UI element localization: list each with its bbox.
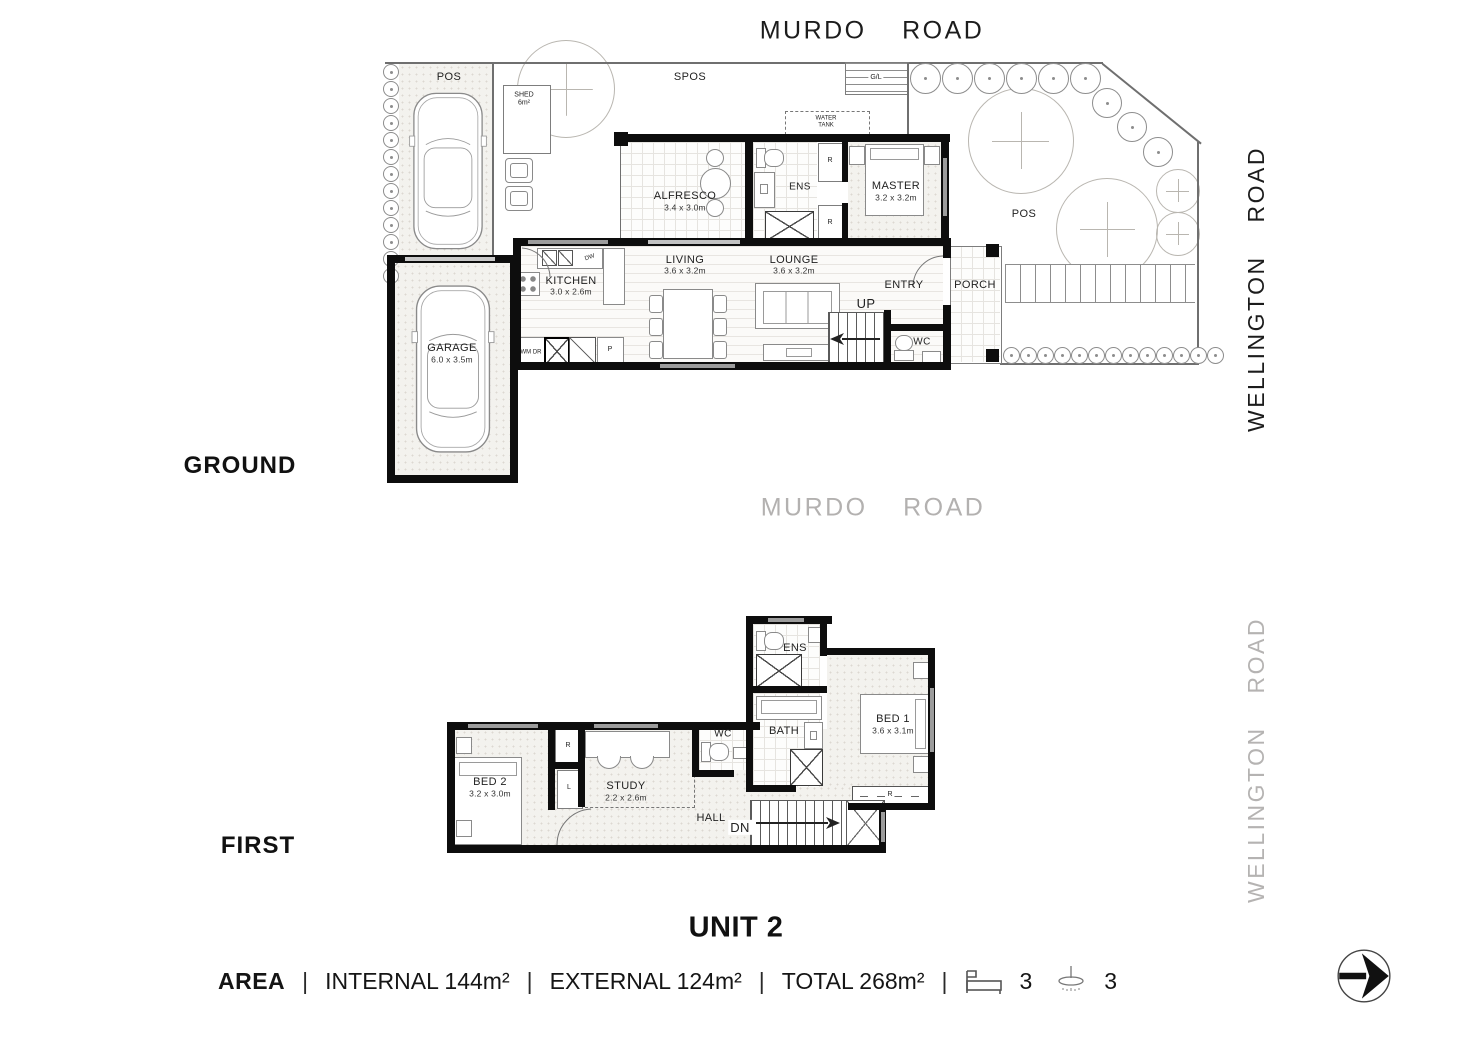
bath-wall-bottom bbox=[746, 785, 796, 792]
wc-ground-label: WC bbox=[913, 336, 931, 348]
separator-4: | bbox=[941, 967, 948, 994]
alfresco-chair-1 bbox=[706, 149, 724, 167]
kitchen-label: KITCHEN bbox=[545, 274, 597, 287]
bed2-closet-wall bbox=[548, 729, 555, 810]
tree-right-1 bbox=[1156, 169, 1200, 213]
ens-toilet-bowl bbox=[764, 149, 784, 167]
dining-table bbox=[663, 289, 713, 359]
internal-area: INTERNAL 144m² bbox=[325, 967, 510, 994]
porch-label: PORCH bbox=[954, 278, 996, 291]
pantry-label: P bbox=[607, 346, 613, 354]
band-wall-right-b bbox=[943, 305, 951, 370]
tree-right-2 bbox=[1156, 212, 1200, 256]
entry-label: ENTRY bbox=[884, 278, 924, 291]
pos-spos-divider bbox=[492, 63, 494, 255]
ens-first-shower bbox=[756, 654, 802, 688]
hall-label: HALL bbox=[696, 811, 726, 824]
wc-first-label: WC bbox=[714, 728, 732, 740]
gl-label: G/L bbox=[870, 74, 882, 82]
bed2-side-table-2 bbox=[456, 820, 472, 837]
kitchen-window bbox=[528, 240, 608, 244]
bbq-unit-1 bbox=[505, 158, 533, 183]
master-dims: 3.2 x 3.2m bbox=[875, 192, 917, 203]
broom-cupboard bbox=[569, 337, 596, 364]
ens-first-label: ENS bbox=[783, 641, 807, 654]
linen-label: L bbox=[567, 784, 571, 792]
bed-count: 3 bbox=[1019, 967, 1033, 994]
living-dims: 3.6 x 3.2m bbox=[664, 265, 706, 276]
robe-linen-wall bbox=[548, 762, 582, 769]
separator-1: | bbox=[302, 967, 309, 994]
paving-row bbox=[1005, 264, 1195, 303]
dining-chair-2 bbox=[649, 318, 663, 336]
tree-pos-big-1 bbox=[968, 88, 1074, 194]
bed2-side-table-1 bbox=[456, 737, 472, 754]
plant-row-bottom bbox=[1003, 347, 1224, 364]
lounge-label: LOUNGE bbox=[769, 253, 819, 266]
unit-title: UNIT 2 bbox=[688, 911, 784, 944]
pos-left-label: POS bbox=[436, 70, 462, 83]
dining-chair-4 bbox=[713, 295, 727, 313]
dining-chair-1 bbox=[649, 295, 663, 313]
car-pos bbox=[406, 90, 490, 252]
stairs-wc-wall bbox=[884, 310, 891, 370]
wc-wall-top bbox=[891, 324, 950, 331]
bath-vanity bbox=[804, 722, 823, 749]
first-wall-bottom bbox=[447, 845, 886, 853]
wellington-road-bottom-label: WELLINGTON ROAD bbox=[1243, 617, 1269, 903]
area-label: AREA bbox=[218, 967, 286, 994]
bbq-unit-2 bbox=[505, 186, 533, 211]
area-summary-row bbox=[218, 966, 1117, 996]
dn-label: DN bbox=[730, 819, 750, 835]
ground-floor-label: GROUND bbox=[183, 452, 297, 479]
dining-chair-3 bbox=[649, 341, 663, 359]
kitchen-sink-2 bbox=[558, 250, 573, 266]
spos-right-line bbox=[907, 63, 909, 135]
robe-first-label: R bbox=[565, 742, 571, 750]
bed2-label: BED 2 bbox=[473, 775, 507, 788]
porch-post-1 bbox=[986, 244, 999, 257]
master-side-table-1 bbox=[849, 146, 865, 165]
alfresco-dims: 3.4 x 3.0m bbox=[664, 202, 706, 213]
ens-vanity bbox=[754, 172, 775, 208]
bed1-wall-bottom bbox=[848, 803, 935, 810]
bed1-label: BED 1 bbox=[876, 712, 910, 725]
garage-door-arc bbox=[521, 247, 551, 278]
bed1-dims: 3.6 x 3.1m bbox=[872, 725, 914, 736]
ens-first-toilet-bowl bbox=[764, 632, 784, 650]
bath-shower bbox=[790, 749, 823, 786]
porch-outline bbox=[950, 246, 1002, 364]
living-sliding-door bbox=[648, 240, 740, 244]
master-label: MASTER bbox=[871, 179, 921, 192]
bathtub bbox=[756, 696, 822, 720]
master-window bbox=[943, 158, 947, 216]
ens-ground-label: ENS bbox=[789, 181, 811, 193]
master-side-table-2 bbox=[924, 146, 940, 165]
stairs-up-arrow bbox=[830, 331, 884, 347]
plant-row-left bbox=[383, 64, 399, 284]
alfresco-label: ALFRESCO bbox=[653, 189, 717, 202]
ens-bath-wall bbox=[746, 686, 827, 693]
lounge-dims: 3.6 x 3.2m bbox=[773, 265, 815, 276]
bath-label: BATH bbox=[768, 724, 800, 737]
shower-count-icon bbox=[1053, 966, 1089, 996]
garage-wall-bottom bbox=[387, 475, 518, 483]
dining-window bbox=[660, 364, 735, 368]
water-tank-label: WATER TANK bbox=[815, 115, 837, 128]
first-wall-left bbox=[447, 722, 455, 852]
tree-diag-3 bbox=[1143, 137, 1173, 167]
tree-row-top bbox=[910, 63, 1101, 94]
car-garage bbox=[412, 272, 494, 466]
tree-diag-2 bbox=[1117, 112, 1147, 142]
wellington-road-top-label: WELLINGTON ROAD bbox=[1243, 146, 1269, 432]
garage-dims: 6.0 x 3.5m bbox=[431, 354, 473, 365]
wc-first-toilet-bowl bbox=[709, 743, 729, 761]
separator-2: | bbox=[526, 967, 533, 994]
tree-diag-1 bbox=[1092, 88, 1122, 118]
ens-master-wall-a bbox=[842, 142, 848, 182]
separator-3: | bbox=[758, 967, 765, 994]
bed2-window bbox=[468, 724, 538, 728]
kitchen-dims: 3.0 x 2.6m bbox=[550, 286, 592, 297]
kitchen-island bbox=[603, 248, 625, 305]
garage-door-panel bbox=[405, 257, 495, 261]
murdo-road-mid-label: MURDO ROAD bbox=[760, 493, 986, 522]
bed2-door-arc bbox=[556, 807, 592, 845]
up-label: UP bbox=[856, 295, 876, 311]
lot-boundary-right bbox=[1197, 142, 1199, 365]
bed1-wall-top bbox=[820, 648, 935, 655]
tv-unit bbox=[763, 344, 835, 361]
study-window bbox=[594, 724, 658, 728]
study-desk bbox=[585, 731, 670, 758]
wc-first-wall-bottom bbox=[692, 770, 734, 777]
block-wall-top bbox=[618, 134, 950, 142]
garage-label: GARAGE bbox=[427, 341, 477, 354]
ens-first-window bbox=[768, 618, 804, 622]
master-robe-2-label: R bbox=[827, 219, 833, 227]
bed1-window bbox=[930, 688, 934, 752]
shower-count: 3 bbox=[1104, 967, 1118, 994]
column-wall-left bbox=[746, 616, 753, 792]
porch-post-2 bbox=[986, 349, 999, 362]
dishwasher-label: DW bbox=[584, 253, 596, 263]
bed1-robe-label: R bbox=[887, 791, 893, 799]
dining-chair-5 bbox=[713, 318, 727, 336]
dining-chair-6 bbox=[713, 341, 727, 359]
external-area: EXTERNAL 124m² bbox=[549, 967, 742, 994]
wm-dr-label: WM DR bbox=[520, 349, 542, 356]
garage-wall-left bbox=[387, 255, 395, 483]
first-floor-label: FIRST bbox=[220, 832, 296, 859]
pos-right-label: POS bbox=[1011, 207, 1037, 220]
ens-wall-left bbox=[745, 134, 753, 245]
master-robe-1-label: R bbox=[827, 157, 833, 165]
stairs-window bbox=[881, 812, 885, 842]
wc-ground-toilet-tank bbox=[894, 350, 914, 361]
ens-master-wall-b bbox=[842, 203, 848, 243]
bed-count-icon bbox=[964, 968, 1004, 995]
stairs-down-arrow bbox=[756, 815, 842, 831]
alfresco-post bbox=[614, 132, 628, 146]
shed-label: SHED 6m² bbox=[514, 91, 534, 106]
spos-label: SPOS bbox=[673, 70, 707, 83]
bed2-dims: 3.2 x 3.0m bbox=[469, 788, 511, 799]
study-dims: 2.2 x 2.6m bbox=[605, 792, 647, 803]
closet-right-wall bbox=[578, 729, 585, 807]
north-arrow-icon bbox=[1336, 948, 1392, 1004]
living-label: LIVING bbox=[665, 253, 705, 266]
total-area: TOTAL 268m² bbox=[781, 967, 925, 994]
band-wall-right-a bbox=[943, 238, 951, 258]
study-label: STUDY bbox=[606, 779, 646, 792]
alfresco-left-edge bbox=[620, 142, 621, 238]
wc-ground-toilet-bowl bbox=[895, 335, 913, 351]
murdo-road-top-label: MURDO ROAD bbox=[759, 16, 985, 45]
